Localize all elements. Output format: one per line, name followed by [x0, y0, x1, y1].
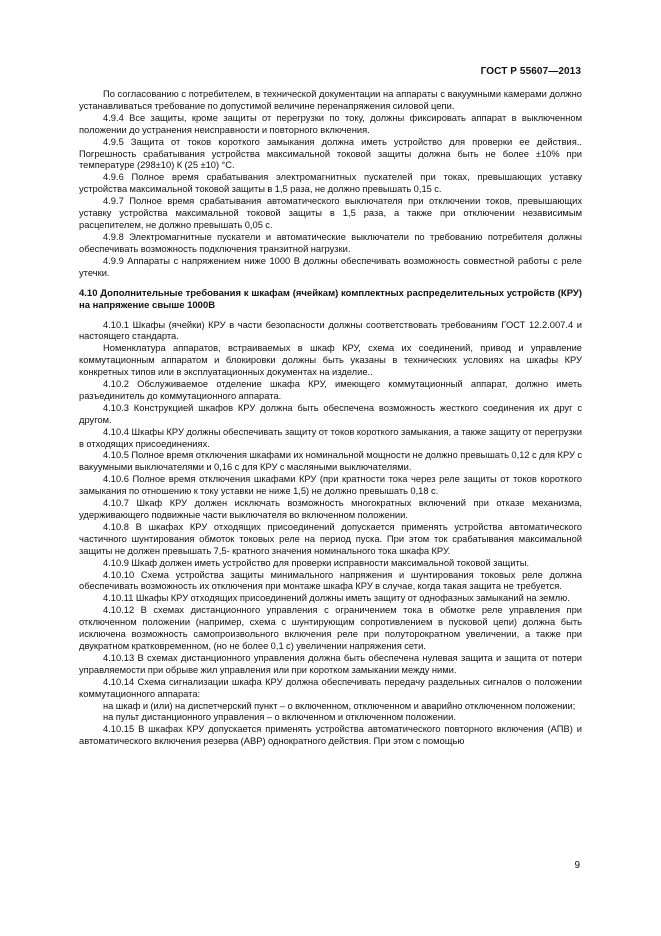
paragraph: 4.9.8 Электромагнитные пускатели и автоматические выключатели по требованию потребителя должны обеспечивать возможность подключения транзитной нагрузки. [79, 231, 582, 254]
paragraph: 4.9.4 Все защиты, кроме защиты от перегрузки по току, должны фиксировать аппарат в выключенном положении до устранения неисправности и повторного включения. [79, 112, 582, 135]
paragraph: 4.10.4 Шкафы КРУ должны обеспечивать защиту от токов короткого замыкания, а также защиту от перегрузки в отходящих присоединениях. [79, 426, 582, 449]
paragraph: По согласованию с потребителем, в технической документации на аппараты с вакуумными камерами должно устанавливаться требование по допустимой величине перенапряжения силовой цепи. [79, 89, 582, 111]
section-heading: 4.10 Дополнительные требования к шкафам (ячейкам) комплектных распределительных устройств (КРУ) на напряжение свыше 1000В [79, 287, 582, 311]
paragraph: на шкаф и (или) на диспетчерский пункт – о включенном, отключенном и аварийно отключенном положении; [103, 700, 576, 711]
spacer [79, 312, 582, 320]
paragraph: 4.10.13 В схемах дистанционного управления должна быть обеспечена нулевая защита и защита от потери управляемости при обрыве жил управления или при коротком замыкании между ними. [79, 652, 582, 675]
paragraph: 4.10.11 Шкафы КРУ отходящих присоединений должны иметь защиту от однофазных замыканий на землю. [103, 593, 570, 604]
paragraph: на пульт дистанционного управления – о включенном и отключенном положении. [103, 712, 456, 723]
paragraph: 4.10.5 Полное время отключения шкафами их номинальной мощности не должно превышать 0,12 с для КРУ с вакуумными выключателями и 0,16 с для КРУ с масляными выключателями. [79, 450, 582, 473]
paragraph: 4.9.5 Защита от токов короткого замыкания должна иметь устройство для проверки ее действия.. Погрешность срабатывания устройства максимальной токовой защиты должна быть не более ±10% при температуре (298±10) К (25 ±10) °С. [79, 136, 582, 171]
paragraph: 4.10.15 В шкафах КРУ допускается применять устройства автоматического повторного включения (АПВ) и автоматического включения резерва (АВР) однократного действия. При этом с помощью [79, 724, 582, 747]
paragraph: 4.10.2 Обслуживаемое отделение шкафа КРУ, имеющего коммутационный аппарат, должно иметь разъединитель до коммутационного аппарата. [79, 379, 582, 401]
paragraph: 4.9.9 Аппараты с напряжением ниже 1000 В должны обеспечивать возможность совместной работы с реле утечки. [79, 255, 582, 278]
paragraph: 4.9.6 Полное время срабатывания электромагнитных пускателей при токах, превышающих уставку устройства максимальной токовой защиты в 1,5 раза, не должно превышать 0,15 с. [79, 172, 582, 195]
paragraph: 4.10.14 Схема сигнализации шкафа КРУ должна обеспечивать передачу раздельных сигналов о положении коммутационного аппарата: [79, 676, 582, 699]
page-number: 9 [574, 860, 580, 871]
paragraph: Номенклатура аппаратов, встраиваемых в шкаф КРУ, схема их соединений, привод и управление коммутационным аппаратом и блокировки должны быть указаны в технических условиях на шкафы КРУ конкретных типов или в эксплуатационных документах на изделие.. [79, 343, 582, 378]
spacer [79, 280, 582, 288]
paragraph: 4.10.3 Конструкцией шкафов КРУ должна быть обеспечена возможность жесткого соединения их друг с другом. [79, 402, 582, 425]
paragraph: 4.10.12 В схемах дистанционного управления с ограничением тока в обмотке реле управления при отключенном положении (например, схема с шунтирующим сопротивлением в пусковой цепи) должна быть исключена возможность самопроизвольного включения реле при полуторократном увеличении, а также при двукратном кратковременном, (но не более 0,1 с) увеличении напряжения сети. [79, 605, 582, 651]
paragraph: 4.10.7 Шкаф КРУ должен исключать возможность многократных включений при отказе механизма, удерживающего подвижные части выключателя во включенном положении. [79, 498, 582, 520]
document-body [79, 89, 582, 748]
document-header: ГОСТ Р 55607—2013 [480, 66, 581, 77]
paragraph: 4.9.7 Полное время срабатывания автоматического выключателя при отключении токов, превышающих уставку устройства максимальной токовой защиты в 1,5 раза, а также при отключении независимым расцепителем, не должно превышать 0,05 с. [79, 196, 582, 230]
paragraph: 4.10.10 Схема устройства защиты минимального напряжения и шунтирования токовых реле должна обеспечивать возможность их отключения при монтаже шкафа КРУ в случае, когда такая защита не требуется. [79, 569, 582, 592]
paragraph: 4.10.1 Шкафы (ячейки) КРУ в части безопасности должны соответствовать требованиям ГОСТ 12.2.007.4 и настоящего стандарта. [79, 319, 582, 342]
paragraph: 4.10.6 Полное время отключения шкафами КРУ (при кратности тока через реле защиты от токов короткого замыкания по отношению к току уставки не ниже 1,5) не должно превышать 0,18 с. [79, 474, 582, 497]
paragraph: 4.10.9 Шкаф должен иметь устройство для проверки исправности максимальной токовой защиты. [103, 557, 530, 568]
paragraph: 4.10.8 В шкафах КРУ отходящих присоединений допускается применять устройства автоматического частичного шунтирования обмоток токовых реле на период пуска. При этом ток срабатывания максимальной защиты не должен превышать 7,5- кратного значения номинального тока шкафа КРУ. [79, 521, 582, 556]
